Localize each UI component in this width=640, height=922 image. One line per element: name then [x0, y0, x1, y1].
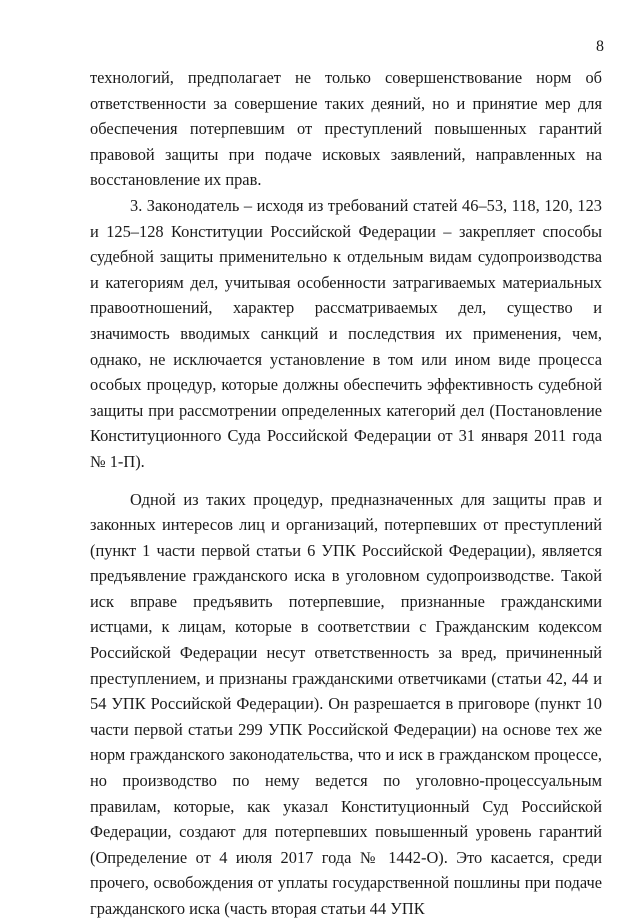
paragraph-continuation: технологий, предполагает не только совершенствование норм об ответственности за совершение таких деяний, но и принятие мер для обеспечения потерпевшим от преступлений повышенных гарантий правовой защиты при подаче исковых заявлений, направленных на восстановление их прав.	[90, 68, 602, 190]
page-number: 8	[596, 38, 604, 55]
document-body	[90, 65, 602, 922]
paragraph-section-3: 3. Законодатель – исходя из требований статей 46–53, 118, 120, 123 и 125–128 Конституции Российской Федерации – закрепляет способы судебной защиты применительно к отдельным видам судопроизводства и категориям дел, учитывая особенности затрагиваемых материальных правоотношений, характер рассматриваемых дел, существо и значимость вводимых санкций и последствия их применения, чем, однако, не исключается установление в том или ином виде процесса особых процедур, которые должны обеспечить эффективность судебной защиты при рассмотрении определенных категорий дел (Постановление Конституционного Суда Российской Федерации от 31 января 2011 года № 1-П).	[90, 195, 602, 471]
paragraph-civil-claim: Одной из таких процедур, предназначенных для защиты прав и законных интересов лиц и организаций, потерпевших от преступлений (пункт 1 части первой статьи 6 УПК Российской Федерации), является предъявление гражданского иска в уголовном судопроизводстве. Такой иск вправе предъявить потерпевшие, признанные гражданскими истцами, к лицам, которые в соответствии с Гражданским кодексом Российской Федерации несут ответственность за вред, причиненный преступлением, и признаны гражданскими ответчиками (статьи 42, 44 и 54 УПК Российской Федерации). Он разрешается в приговоре (пункт 10 части первой статьи 299 УПК Российской Федерации) на основе тех же норм гражданского законодательства, что и иск в гражданском процессе, но производство по нему ведется по уголовно-процессуальным правилам, которые, как указал Конституционный Суд Российской Федерации, создают для потерпевших повышенный уровень гарантий (Определение от 4 июля 2017 года № 1442-О). Это касается, среди прочего, освобождения от уплаты государственной пошлины при подаче гражданского иска (часть вторая статьи 44 УПК	[90, 489, 602, 918]
